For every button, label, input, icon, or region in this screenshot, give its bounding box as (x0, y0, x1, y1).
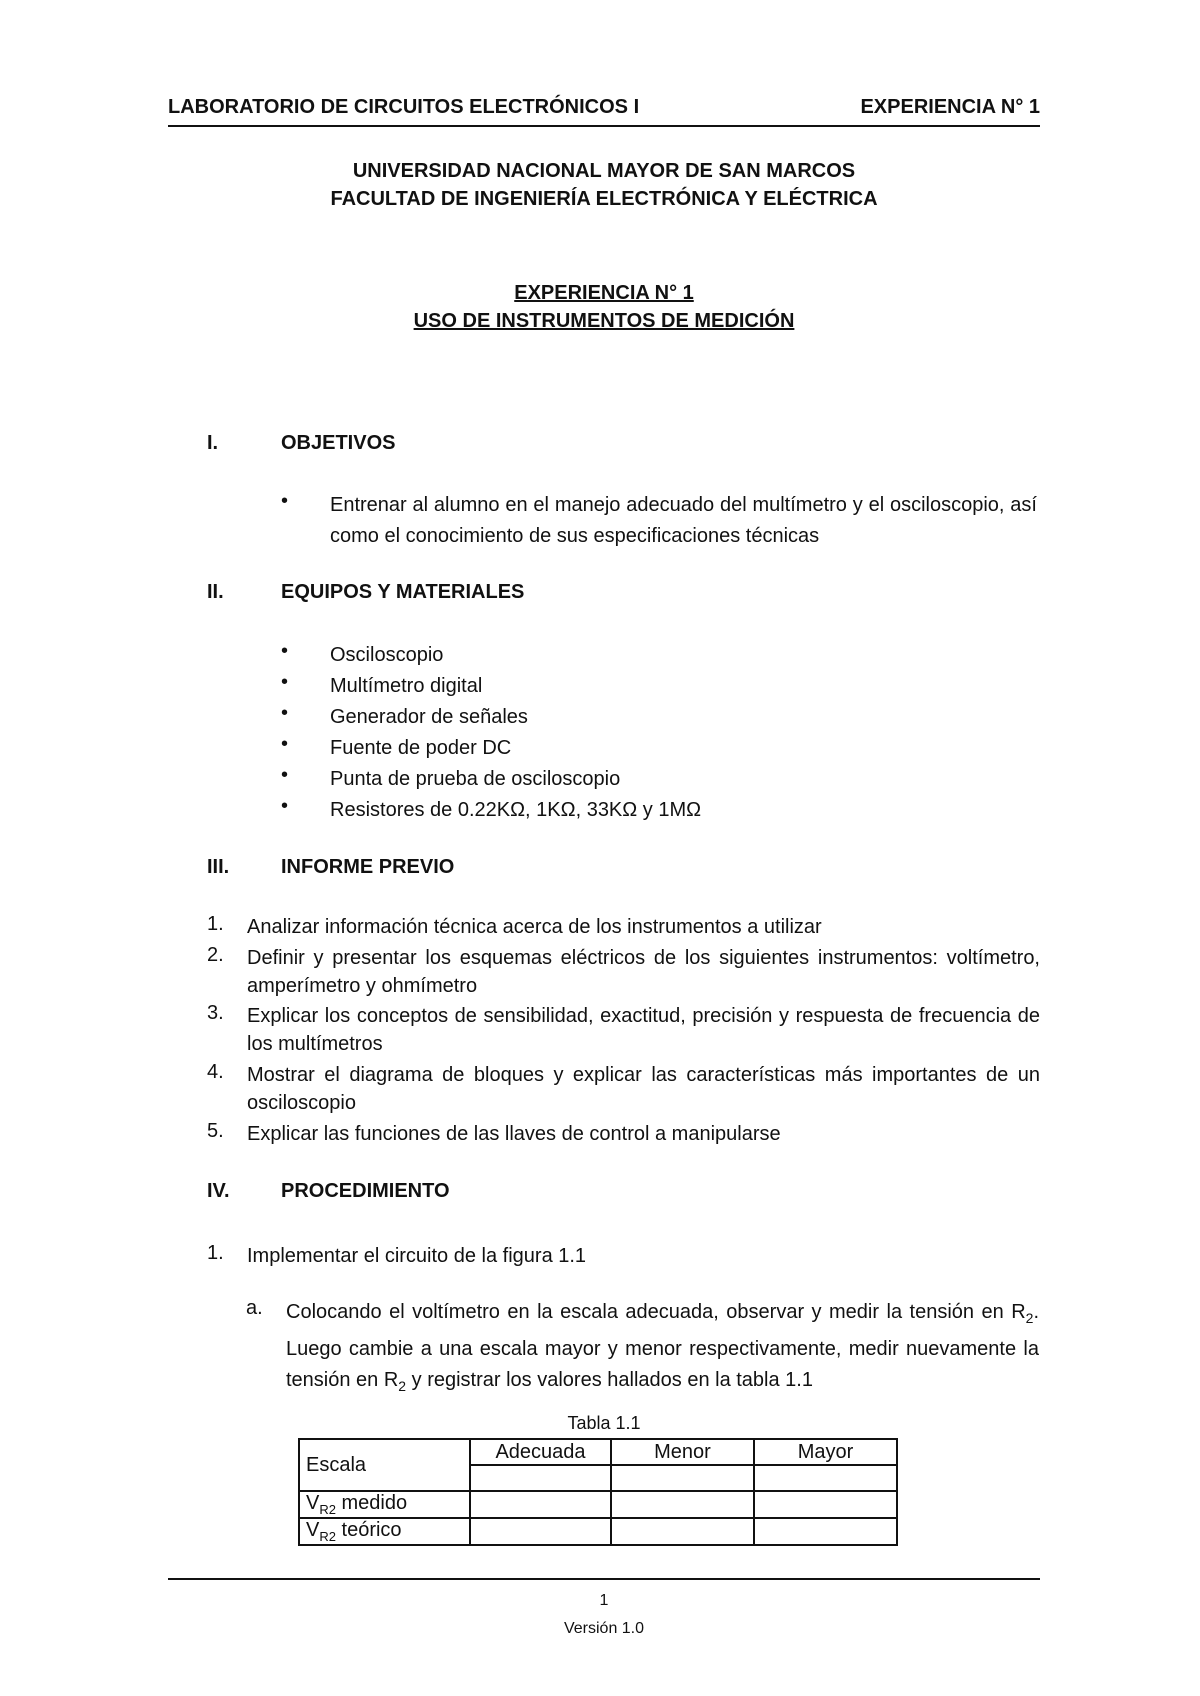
section-number: III. (207, 856, 230, 878)
table-cell[interactable] (754, 1491, 897, 1518)
item-text: Mostrar el diagrama de bloques y explicar las características más importantes de un osciloscopio (247, 1064, 1040, 1114)
section-title: EQUIPOS Y MATERIALES (281, 581, 525, 603)
table-cell[interactable] (470, 1491, 611, 1518)
equipos-item-text: Osciloscopio (330, 644, 444, 666)
page-number: 1 (599, 1592, 609, 1609)
substep-letter: a. (246, 1297, 263, 1319)
experience-title-text: EXPERIENCIA N° 1 (514, 282, 694, 304)
bullet-icon: • (281, 733, 289, 755)
bullet-icon: • (281, 490, 289, 512)
section-title: INFORME PREVIO (281, 856, 455, 878)
scale-label-cell: Escala (299, 1439, 470, 1491)
equipos-item-text: Fuente de poder DC (330, 737, 512, 759)
table-caption: Tabla 1.1 (567, 1413, 641, 1433)
equipos-item-text: Generador de señales (330, 706, 528, 728)
substep-text: Colocando el voltímetro en la escala adecuada, observar y medir la tensión en $R_2$. Luego cambie a una escala mayor y menor respectivamente, medir nuevamente la tensión en $R_2$ y registrar los valores hallados en la tabla 1.1 (286, 1301, 1039, 1394)
table-cell[interactable] (470, 1518, 611, 1545)
item-number: 2. (207, 944, 224, 966)
table-row (299, 1491, 897, 1518)
row-label: $V_{R2}$ teórico (299, 1518, 470, 1545)
equipos-item-text: Punta de prueba de osciloscopio (330, 768, 621, 790)
item-text: Implementar el circuito de la figura 1.1 (247, 1245, 587, 1267)
topic-title-text: USO DE INSTRUMENTOS DE MEDICIÓN (413, 310, 795, 332)
faculty-name: FACULTAD DE INGENIERÍA ELECTRÓNICA Y ELÉCTRICA (330, 188, 878, 210)
item-number: 3. (207, 1002, 224, 1024)
section-title: PROCEDIMIENTO (281, 1180, 450, 1202)
equipos-item-text: Multímetro digital (330, 675, 483, 697)
header-rule (168, 125, 1040, 127)
item-number: 5. (207, 1120, 224, 1142)
bullet-icon: • (281, 764, 289, 786)
topic-title (168, 310, 1040, 333)
bullet-icon: • (281, 795, 289, 817)
equipos-item-text: Resistores de 0.22KΩ, 1KΩ, 33KΩ y 1MΩ (330, 799, 702, 821)
table-row (299, 1518, 897, 1545)
section-number: IV. (207, 1180, 230, 1202)
row-label: $V_{R2}$ medido (299, 1491, 470, 1518)
item-text: Analizar información técnica acerca de los instrumentos a utilizar (247, 916, 822, 938)
header-experience: EXPERIENCIA N° 1 (860, 96, 1040, 118)
column-header: Adecuada (470, 1439, 611, 1465)
version-label: Versión 1.0 (563, 1620, 645, 1637)
table-cell[interactable] (611, 1465, 754, 1491)
column-header: Menor (611, 1439, 754, 1465)
table-cell[interactable] (754, 1518, 897, 1545)
measurement-table (298, 1438, 898, 1546)
footer-rule (168, 1578, 1040, 1580)
item-number: 1. (207, 913, 224, 935)
section-number: I. (207, 432, 219, 454)
section-title: OBJETIVOS (281, 432, 396, 454)
experience-title (168, 282, 1040, 305)
header-course: LABORATORIO DE CIRCUITOS ELECTRÓNICOS I (168, 96, 640, 118)
column-header: Mayor (754, 1439, 897, 1465)
table-cell[interactable] (611, 1491, 754, 1518)
item-text: Explicar las funciones de las llaves de control a manipularse (247, 1123, 781, 1145)
bullet-icon: • (281, 702, 289, 724)
section-number: II. (207, 581, 224, 603)
table-cell[interactable] (611, 1518, 754, 1545)
item-number: 1. (207, 1242, 224, 1264)
table-cell[interactable] (470, 1465, 611, 1491)
bullet-icon: • (281, 671, 289, 693)
table-row (299, 1439, 897, 1465)
item-text: Explicar los conceptos de sensibilidad, exactitud, precisión y respuesta de frecuencia de los multímetros (247, 1005, 1040, 1055)
item-number: 4. (207, 1061, 224, 1083)
item-text: Definir y presentar los esquemas eléctricos de los siguientes instrumentos: voltímetro, amperímetro y ohmímetro (247, 947, 1040, 997)
bullet-icon: • (281, 640, 289, 662)
university-name: UNIVERSIDAD NACIONAL MAYOR DE SAN MARCOS (352, 160, 856, 182)
objetivos-item-text: Entrenar al alumno en el manejo adecuado del multímetro y el osciloscopio, así como el conocimiento de sus especificaciones técnicas (330, 494, 1037, 547)
table-cell[interactable] (754, 1465, 897, 1491)
